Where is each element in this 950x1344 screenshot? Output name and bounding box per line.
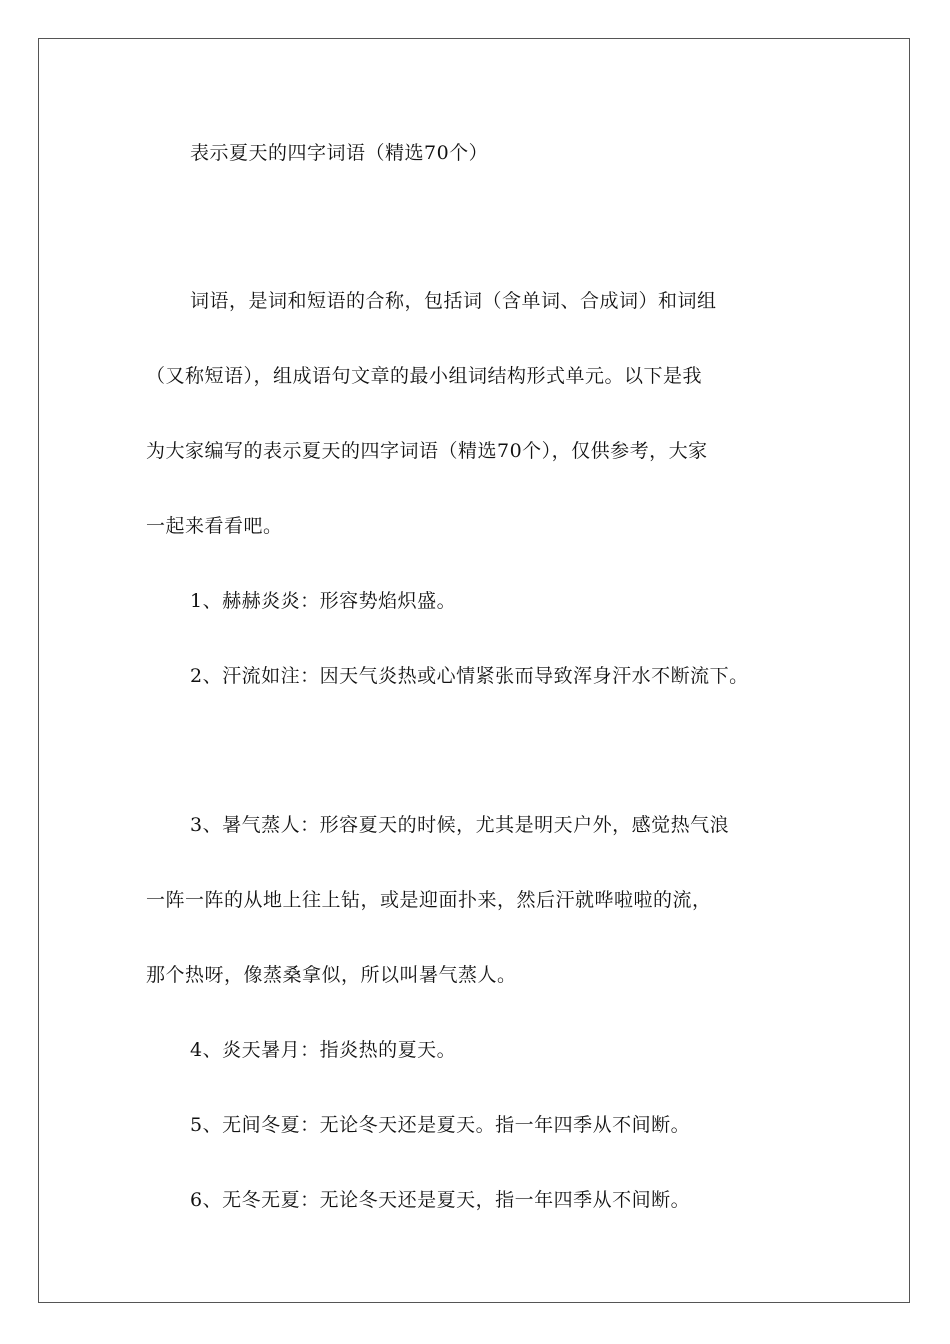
list-item-5: 5、无间冬夏：无论冬天还是夏天。指一年四季从不间断。 — [190, 1114, 691, 1136]
list-item-1: 1、赫赫炎炎：形容势焰炽盛。 — [190, 590, 457, 612]
list-item-3-line-3: 那个热呀，像蒸桑拿似，所以叫暑气蒸人。 — [146, 964, 517, 986]
list-item-3-line-2: 一阵一阵的从地上往上钻，或是迎面扑来，然后汗就哗啦啦的流， — [146, 889, 712, 911]
intro-line-2: （又称短语），组成语句文章的最小组词结构形式单元。以下是我 — [146, 365, 703, 387]
document-title: 表示夏天的四字词语（精选70个） — [190, 142, 489, 164]
list-item-3-line-1: 3、暑气蒸人：形容夏天的时候，尤其是明天户外，感觉热气浪 — [190, 814, 730, 836]
list-item-4: 4、炎天暑月：指炎热的夏天。 — [190, 1039, 457, 1061]
intro-line-3: 为大家编写的表示夏天的四字词语（精选70个），仅供参考，大家 — [146, 440, 708, 462]
intro-line-1: 词语，是词和短语的合称，包括词（含单词、合成词）和词组 — [190, 290, 717, 312]
intro-line-4: 一起来看看吧。 — [146, 515, 283, 537]
list-item-6: 6、无冬无夏：无论冬天还是夏天，指一年四季从不间断。 — [190, 1189, 691, 1211]
list-item-2: 2、汗流如注：因天气炎热或心情紧张而导致浑身汗水不断流下。 — [190, 665, 749, 687]
